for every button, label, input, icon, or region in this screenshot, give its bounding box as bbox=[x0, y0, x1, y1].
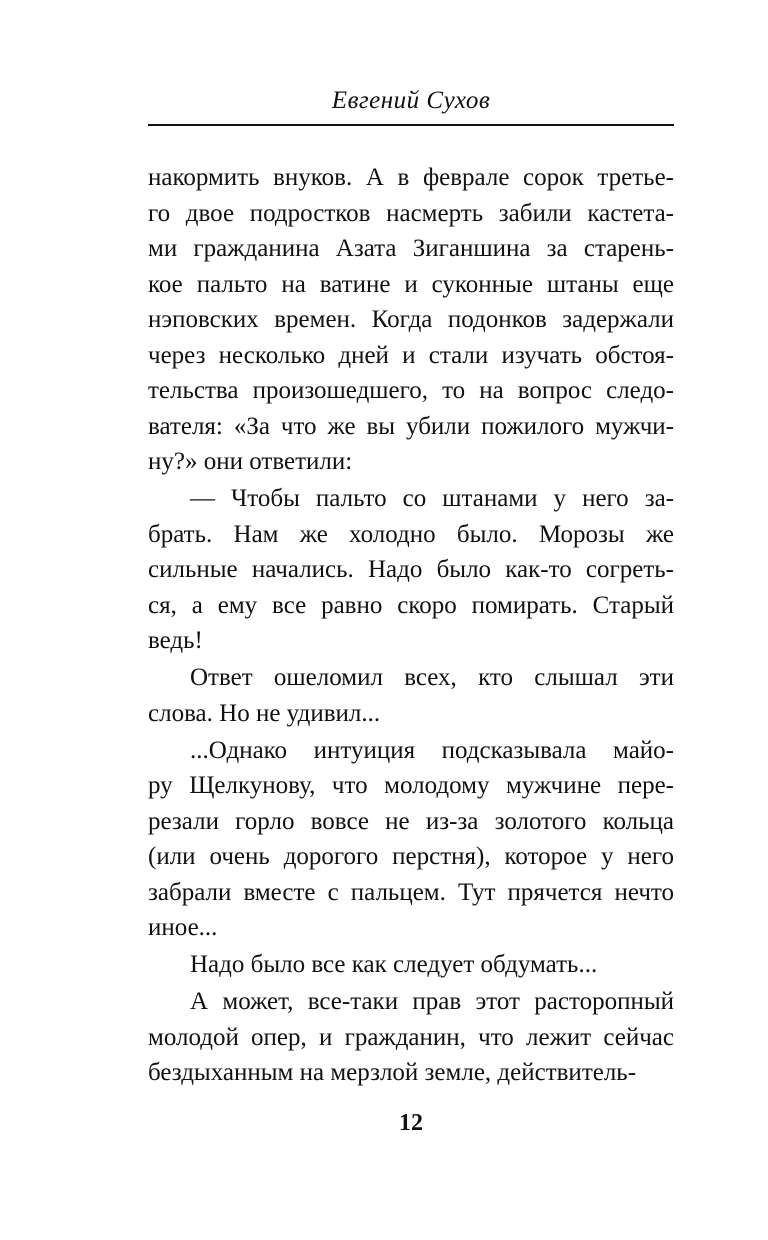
paragraph bbox=[148, 160, 674, 480]
text-line: брать. Нам же холодно было. Морозы же bbox=[148, 520, 674, 548]
paragraph bbox=[148, 481, 674, 659]
text-line: го двое подростков насмерть забили кастета- bbox=[148, 199, 674, 227]
text-line: сильные начались. Надо было как-то согреть- bbox=[148, 556, 674, 583]
text-line: бездыханным на мерзлой земле, действитель- bbox=[148, 1059, 637, 1086]
text-line: резали горло вовсе не из-за золотого кольца bbox=[148, 807, 674, 835]
paragraph bbox=[148, 660, 674, 731]
text-line: Надо было все как следует обдумать... bbox=[190, 951, 598, 978]
text-line: ну?» они ответили: bbox=[148, 448, 353, 475]
text-line: ...Однако интуиция подсказывала майо- bbox=[190, 736, 674, 764]
text-line: ми гражданина Азата Зиганшина за старень- bbox=[148, 235, 674, 262]
text-line: слова. Но не удивил... bbox=[148, 699, 381, 727]
text-line: ведь! bbox=[148, 627, 203, 654]
text-line: кое пальто на ватине и суконные штаны еще bbox=[148, 270, 674, 298]
text-line: (или очень дорогого перстня), которое у него bbox=[148, 843, 674, 870]
header-rule bbox=[148, 124, 674, 126]
paragraph bbox=[148, 947, 674, 983]
text-line: молодой опер, и гражданин, что лежит сейчас bbox=[148, 1023, 674, 1051]
paragraph bbox=[148, 733, 674, 946]
text-line: ся, а ему все равно скоро помирать. Старый bbox=[148, 591, 674, 619]
paragraph bbox=[148, 984, 674, 1091]
text-line: через несколько дней и стали изучать обстоя- bbox=[148, 341, 674, 369]
text-line: нэповских времен. Когда подонков задержали bbox=[148, 306, 674, 333]
text-line: вателя: «За что же вы убили пожилого мужчи- bbox=[148, 412, 674, 440]
text-line: забрали вместе с пальцем. Тут прячется нечто bbox=[148, 878, 674, 906]
text-line: А может, все-таки прав этот расторопный bbox=[190, 988, 674, 1015]
text-line: тельства произошедшего, то на вопрос следо- bbox=[148, 377, 674, 404]
text-line: ру Щелкунову, что молодому мужчине пере- bbox=[148, 772, 674, 799]
text-line: — Чтобы пальто со штанами у него за- bbox=[190, 485, 674, 512]
running-head-author: Евгений Сухов bbox=[331, 87, 491, 114]
text-line: Ответ ошеломил всех, кто слышал эти bbox=[190, 664, 674, 691]
page-number: 12 bbox=[399, 1110, 423, 1136]
text-line: иное... bbox=[148, 914, 218, 941]
body-text bbox=[148, 160, 674, 1091]
text-line: накормить внуков. А в феврале сорок третье- bbox=[148, 164, 674, 191]
